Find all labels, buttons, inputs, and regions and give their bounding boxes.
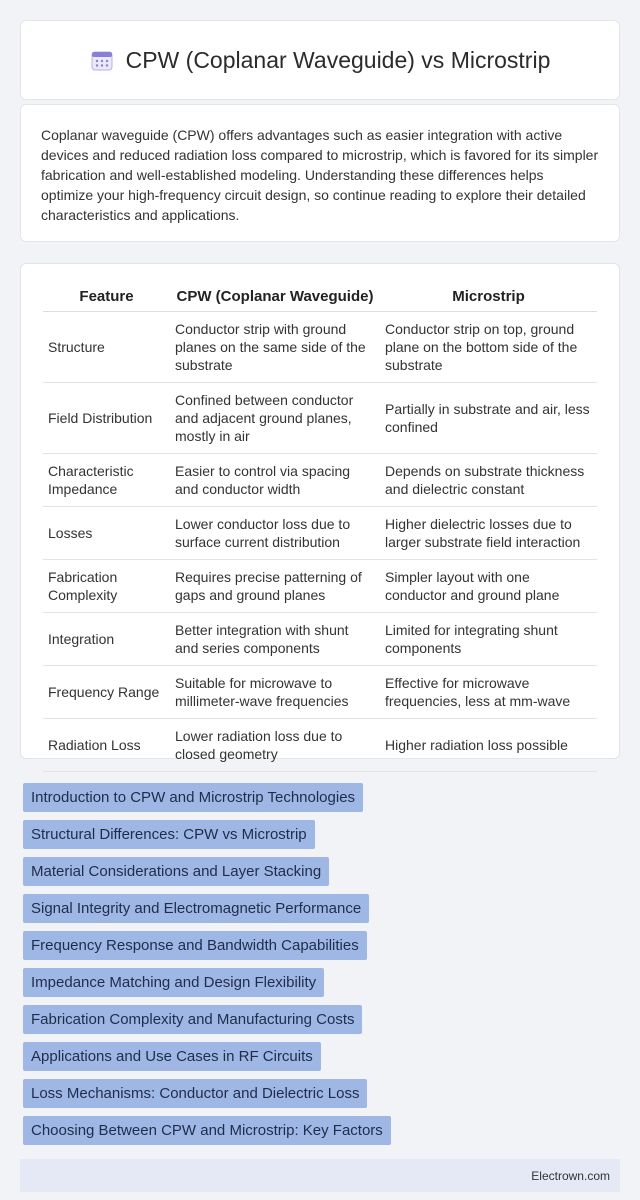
table-row [43, 383, 597, 454]
topic-link[interactable]: Material Considerations and Layer Stacking [23, 857, 329, 886]
table-row [43, 613, 597, 666]
comparison-table [43, 282, 597, 772]
cell-feature: Field Distribution [43, 383, 170, 454]
cell-cpw: Confined between conductor and adjacent ground planes, mostly in air [170, 383, 380, 454]
cell-cpw: Conductor strip with ground planes on the same side of the substrate [170, 312, 380, 383]
cell-cpw: Suitable for microwave to millimeter-wave frequencies [170, 666, 380, 719]
comparison-card [20, 263, 620, 762]
calendar-icon [90, 48, 114, 72]
table-row [43, 507, 597, 560]
table-row [43, 454, 597, 507]
footer [20, 1159, 620, 1192]
cell-microstrip: Conductor strip on top, ground plane on the bottom side of the substrate [380, 312, 597, 383]
cell-feature: Integration [43, 613, 170, 666]
cell-feature: Radiation Loss [43, 719, 170, 772]
topic-link[interactable]: Signal Integrity and Electromagnetic Performance [23, 894, 369, 923]
topic-links [23, 783, 423, 1153]
cell-microstrip: Effective for microwave frequencies, less at mm-wave [380, 666, 597, 719]
cell-feature: Fabrication Complexity [43, 560, 170, 613]
header-cpw: CPW (Coplanar Waveguide) [170, 282, 380, 312]
intro-card [20, 104, 620, 242]
table-row [43, 560, 597, 613]
topic-link[interactable]: Applications and Use Cases in RF Circuits [23, 1042, 321, 1071]
table-header-row [43, 282, 597, 312]
topic-link[interactable]: Fabrication Complexity and Manufacturing Costs [23, 1005, 362, 1034]
cell-microstrip: Limited for integrating shunt components [380, 613, 597, 666]
topic-link[interactable]: Choosing Between CPW and Microstrip: Key Factors [23, 1116, 391, 1145]
cell-feature: Frequency Range [43, 666, 170, 719]
header-feature: Feature [43, 282, 170, 312]
topic-link[interactable]: Frequency Response and Bandwidth Capabilities [23, 931, 367, 960]
header-microstrip: Microstrip [380, 282, 597, 312]
cell-feature: Structure [43, 312, 170, 383]
table-row [43, 666, 597, 719]
cell-microstrip: Higher radiation loss possible [380, 719, 597, 772]
cell-feature: Characteristic Impedance [43, 454, 170, 507]
cell-microstrip: Depends on substrate thickness and dielectric constant [380, 454, 597, 507]
cell-cpw: Requires precise patterning of gaps and ground planes [170, 560, 380, 613]
topic-link[interactable]: Impedance Matching and Design Flexibility [23, 968, 324, 997]
table-row [43, 312, 597, 383]
cell-microstrip: Simpler layout with one conductor and ground plane [380, 560, 597, 613]
cell-feature: Losses [43, 507, 170, 560]
cell-cpw: Easier to control via spacing and conductor width [170, 454, 380, 507]
footer-brand: Electrown.com [531, 1168, 610, 1183]
cell-microstrip: Partially in substrate and air, less confined [380, 383, 597, 454]
page-header [20, 20, 620, 100]
cell-cpw: Lower conductor loss due to surface current distribution [170, 507, 380, 560]
cell-microstrip: Higher dielectric losses due to larger substrate field interaction [380, 507, 597, 560]
topic-link[interactable]: Introduction to CPW and Microstrip Technologies [23, 783, 363, 812]
intro-text: Coplanar waveguide (CPW) offers advantages such as easier integration with active devices and reduced radiation loss compared to microstrip, which is favored for its simpler fabrication and well-established modeling. Understanding these differences helps optimize your high-frequency circuit design, so continue reading to explore their detailed characteristics and applications. [41, 127, 599, 223]
topic-link[interactable]: Loss Mechanisms: Conductor and Dielectric Loss [23, 1079, 367, 1108]
topic-link[interactable]: Structural Differences: CPW vs Microstrip [23, 820, 315, 849]
page-title: CPW (Coplanar Waveguide) vs Microstrip [125, 46, 551, 73]
table-row [43, 719, 597, 772]
cell-cpw: Better integration with shunt and series components [170, 613, 380, 666]
cell-cpw: Lower radiation loss due to closed geometry [170, 719, 380, 772]
